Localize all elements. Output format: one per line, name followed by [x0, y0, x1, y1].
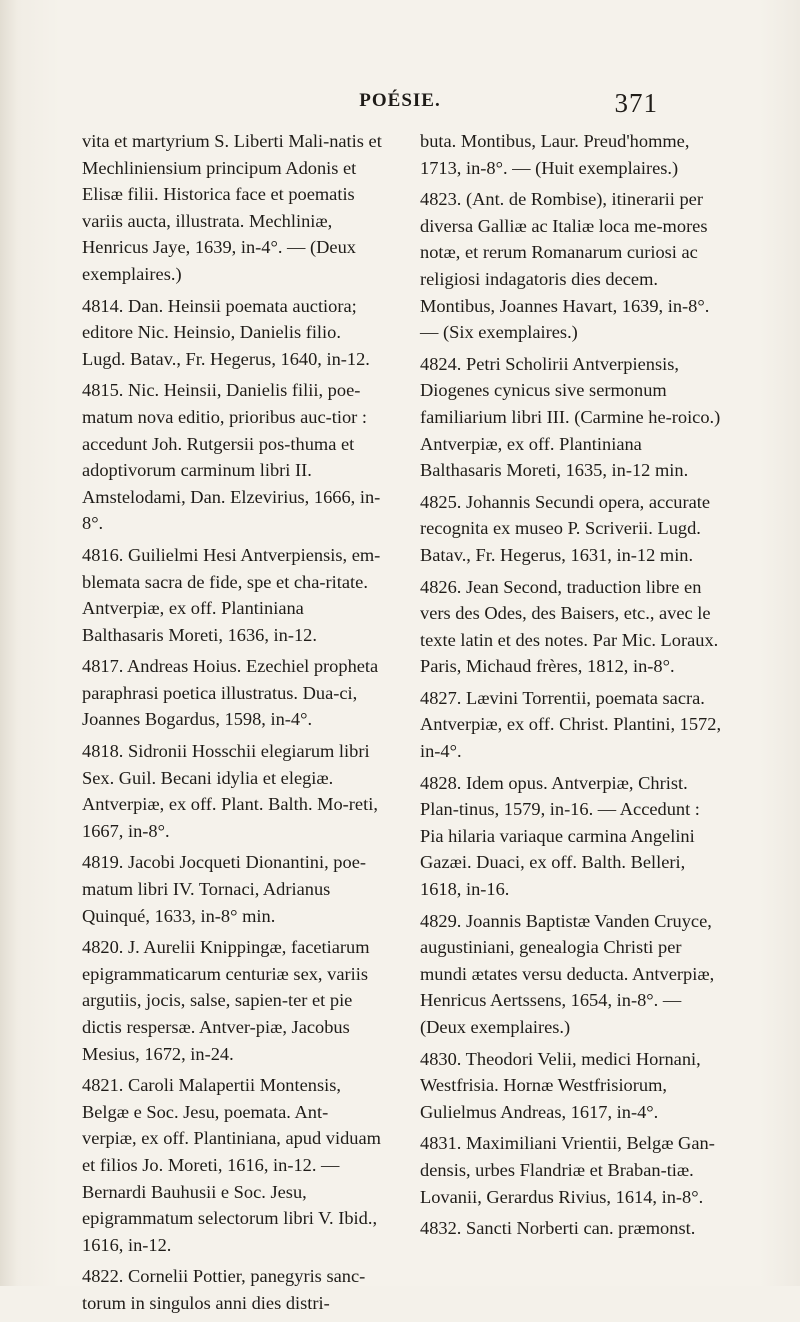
- catalog-entry: 4819. Jacobi Jocqueti Dionantini, poe-matum libri IV. Tornaci, Adrianus Quinqué, 1633, in-8° min.: [82, 852, 366, 926]
- page-number: 371: [614, 88, 658, 118]
- left-column: [82, 128, 382, 1322]
- catalog-entry: vita et martyrium S. Liberti Mali-natis et Mechliniensium principum Adonis et Elisæ filii. Historica face et poematis variis aucta, illustrata. Mechliniæ, Henricus Jaye, 1639, in-4°. — (Deux exemplaires.): [82, 131, 382, 284]
- catalog-entry: 4828. Idem opus. Antverpiæ, Christ. Plan-tinus, 1579, in-16. — Accedunt : Pia hilaria variaque carmina Angelini Gazæi. Duaci, ex off. Balth. Belleri, 1618, in-16.: [420, 772, 700, 900]
- catalog-entry: 4832. Sancti Norberti can. præmonst.: [420, 1218, 696, 1239]
- catalog-entry: buta. Montibus, Laur. Preud'homme, 1713, in-8°. — (Huit exemplaires.): [420, 131, 690, 178]
- catalog-entry: 4815. Nic. Heinsii, Danielis filii, poe-matum nova editio, prioribus auc-tior : accedunt Joh. Rutgersii pos-thuma et adoptivorum carminum libri II. Amstelodami, Dan. Elzevirius, 1666, in-8°.: [82, 380, 381, 534]
- catalog-entry: 4824. Petri Scholirii Antverpiensis, Diogenes cynicus sive sermonum familiarium libri III. (Carmine he-roico.) Antverpiæ, ex off. Plantiniana Balthasaris Moreti, 1635, in-12 min.: [420, 353, 721, 481]
- catalog-entry: 4829. Joannis Baptistæ Vanden Cruyce, augustiniani, genealogia Christi per mundi ætates versu deducta. Antverpiæ, Henricus Aertssens, 1654, in-8°. — (Deux exemplaires.): [420, 910, 715, 1037]
- catalog-entry: 4820. J. Aurelii Knippingæ, facetiarum epigrammaticarum centuriæ sex, variis argutiis, jocis, salse, sapien-ter et pie dictis respersæ. Antver-piæ, Jacobus Mesius, 1672, in-24.: [82, 937, 370, 1064]
- catalog-entry: 4817. Andreas Hoius. Ezechiel propheta paraphrasi poetica illustratus. Dua-ci, Joannes Bogardus, 1598, in-4°.: [82, 656, 379, 730]
- catalog-entry: 4816. Guilielmi Hesi Antverpiensis, em-blemata sacra de fide, spe et cha-ritate. Antverpiæ, ex off. Plantiniana Balthasaris Moreti, 1636, in-12.: [82, 544, 381, 645]
- catalog-entry: 4822. Cornelii Pottier, panegyris sanc-torum in singulos anni dies distri-: [82, 1266, 366, 1313]
- catalog-entry: 4821. Caroli Malapertii Montensis, Belgæ e Soc. Jesu, poemata. Ant-verpiæ, ex off. Plantiniana, apud viduam et filios Jo. Moreti, 1616, in-12. — Bernardi Bauhusii e Soc. Jesu, epigrammatum selectorum libri V. Ibid., 1616, in-12.: [82, 1075, 381, 1255]
- catalog-entry: 4818. Sidronii Hosschii elegiarum libri Sex. Guil. Becani idylia et elegiæ. Antverpiæ, ex off. Plant. Balth. Mo-reti, 1667, in-8°.: [82, 741, 378, 841]
- running-head: POÉSIE.: [359, 90, 441, 111]
- catalog-entry: 4814. Dan. Heinsii poemata auctiora; editore Nic. Heinsio, Danielis filio. Lugd. Batav., Fr. Hegerus, 1640, in-12.: [82, 295, 370, 369]
- catalog-entry: 4823. (Ant. de Rombise), itinerarii per diversa Galliæ ac Italiæ loca me-mores notæ, et rerum Romanarum curiosi ac religiosi indagatoris dies decem. Montibus, Joannes Havart, 1639, in-8°. — (Six exemplaires.): [420, 189, 710, 343]
- page-header: [0, 88, 800, 128]
- catalog-entry: 4826. Jean Second, traduction libre en vers des Odes, des Baisers, etc., avec le texte latin et des notes. Par Mic. Loraux. Paris, Michaud frères, 1812, in-8°.: [420, 576, 719, 677]
- catalog-entry: 4827. Lævini Torrentii, poemata sacra. Antverpiæ, ex off. Christ. Plantini, 1572, in-4°.: [420, 687, 722, 762]
- catalog-entry: 4825. Johannis Secundi opera, accurate recognita ex museo P. Scriverii. Lugd. Batav., Fr. Hegerus, 1631, in-12 min.: [420, 491, 711, 565]
- right-column: [420, 128, 722, 1247]
- catalog-entry: 4831. Maximiliani Vrientii, Belgæ Gan-densis, urbes Flandriæ et Braban-tiæ. Lovanii, Gerardus Rivius, 1614, in-8°.: [420, 1133, 715, 1207]
- catalog-entry: 4830. Theodori Velii, medici Hornani, Westfrisia. Hornæ Westfrisiorum, Gulielmus Andreas, 1617, in-4°.: [420, 1048, 701, 1122]
